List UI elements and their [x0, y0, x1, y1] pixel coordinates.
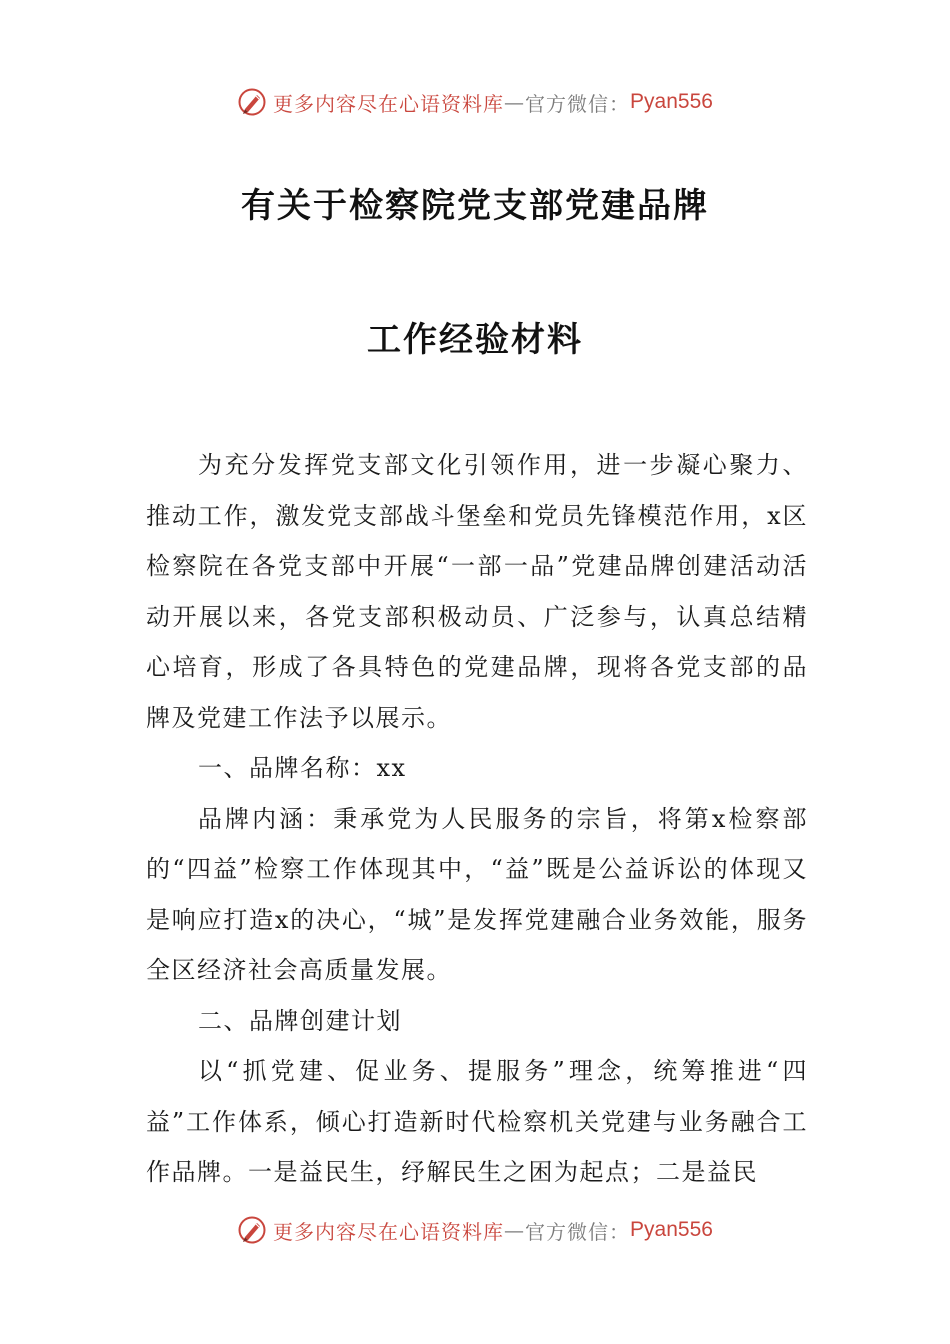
- watermark-banner-bottom: [0, 1210, 950, 1250]
- paragraph-intro: 为充分发挥党支部文化引领作用，进一步凝心聚力、推动工作，激发党支部战斗堡垒和党员先锋模范作用，x区检察院在各党支部中开展“一部一品”党建品牌创建活动活动开展以来，各党支部积极动员、广泛参与，认真总结精心培育，形成了各具特色的党建品牌，现将各党支部的品牌及党建工作法予以展示。: [146, 451, 808, 732]
- pen-circle-logo-icon: [237, 87, 267, 117]
- document-body: [146, 440, 808, 1198]
- watermark-wechat-id: Pyan556: [630, 1218, 713, 1241]
- watermark-brand: 更多内容尽在心语资料库: [273, 91, 505, 116]
- watermark-banner-top: [0, 82, 950, 122]
- paragraph-brand-meaning: 品牌内涵：秉承党为人民服务的宗旨，将第x检察部的“四益”检察工作体现其中，“益”既是公益诉讼的体现又是响应打造x的决心，“城”是发挥党建融合业务效能，服务全区经济社会高质量发展。: [146, 804, 808, 984]
- watermark-brand: 更多内容尽在心语资料库: [273, 1219, 505, 1244]
- watermark-contact-label: 官方微信：: [525, 91, 631, 116]
- watermark-separator: —: [504, 1218, 526, 1242]
- watermark-contact-label: 官方微信：: [525, 1219, 631, 1244]
- watermark-wechat-id: Pyan556: [630, 90, 713, 113]
- heading-brand-name: 一、品牌名称：xx: [198, 754, 407, 782]
- page-title-line-1: 有关于检察院党支部党建品牌: [241, 186, 709, 226]
- heading-brand-plan: 二、品牌创建计划: [198, 1006, 402, 1035]
- pen-circle-logo-icon: [237, 1215, 267, 1245]
- watermark-separator: —: [504, 90, 526, 114]
- page-title-line-2: 工作经验材料: [367, 320, 583, 360]
- paragraph-brand-plan: 以“抓党建、促业务、提服务”理念，统筹推进“四益”工作体系，倾心打造新时代检察机关党建与业务融合工作品牌。一是益民生，纾解民生之困为起点；二是益民: [146, 1057, 808, 1186]
